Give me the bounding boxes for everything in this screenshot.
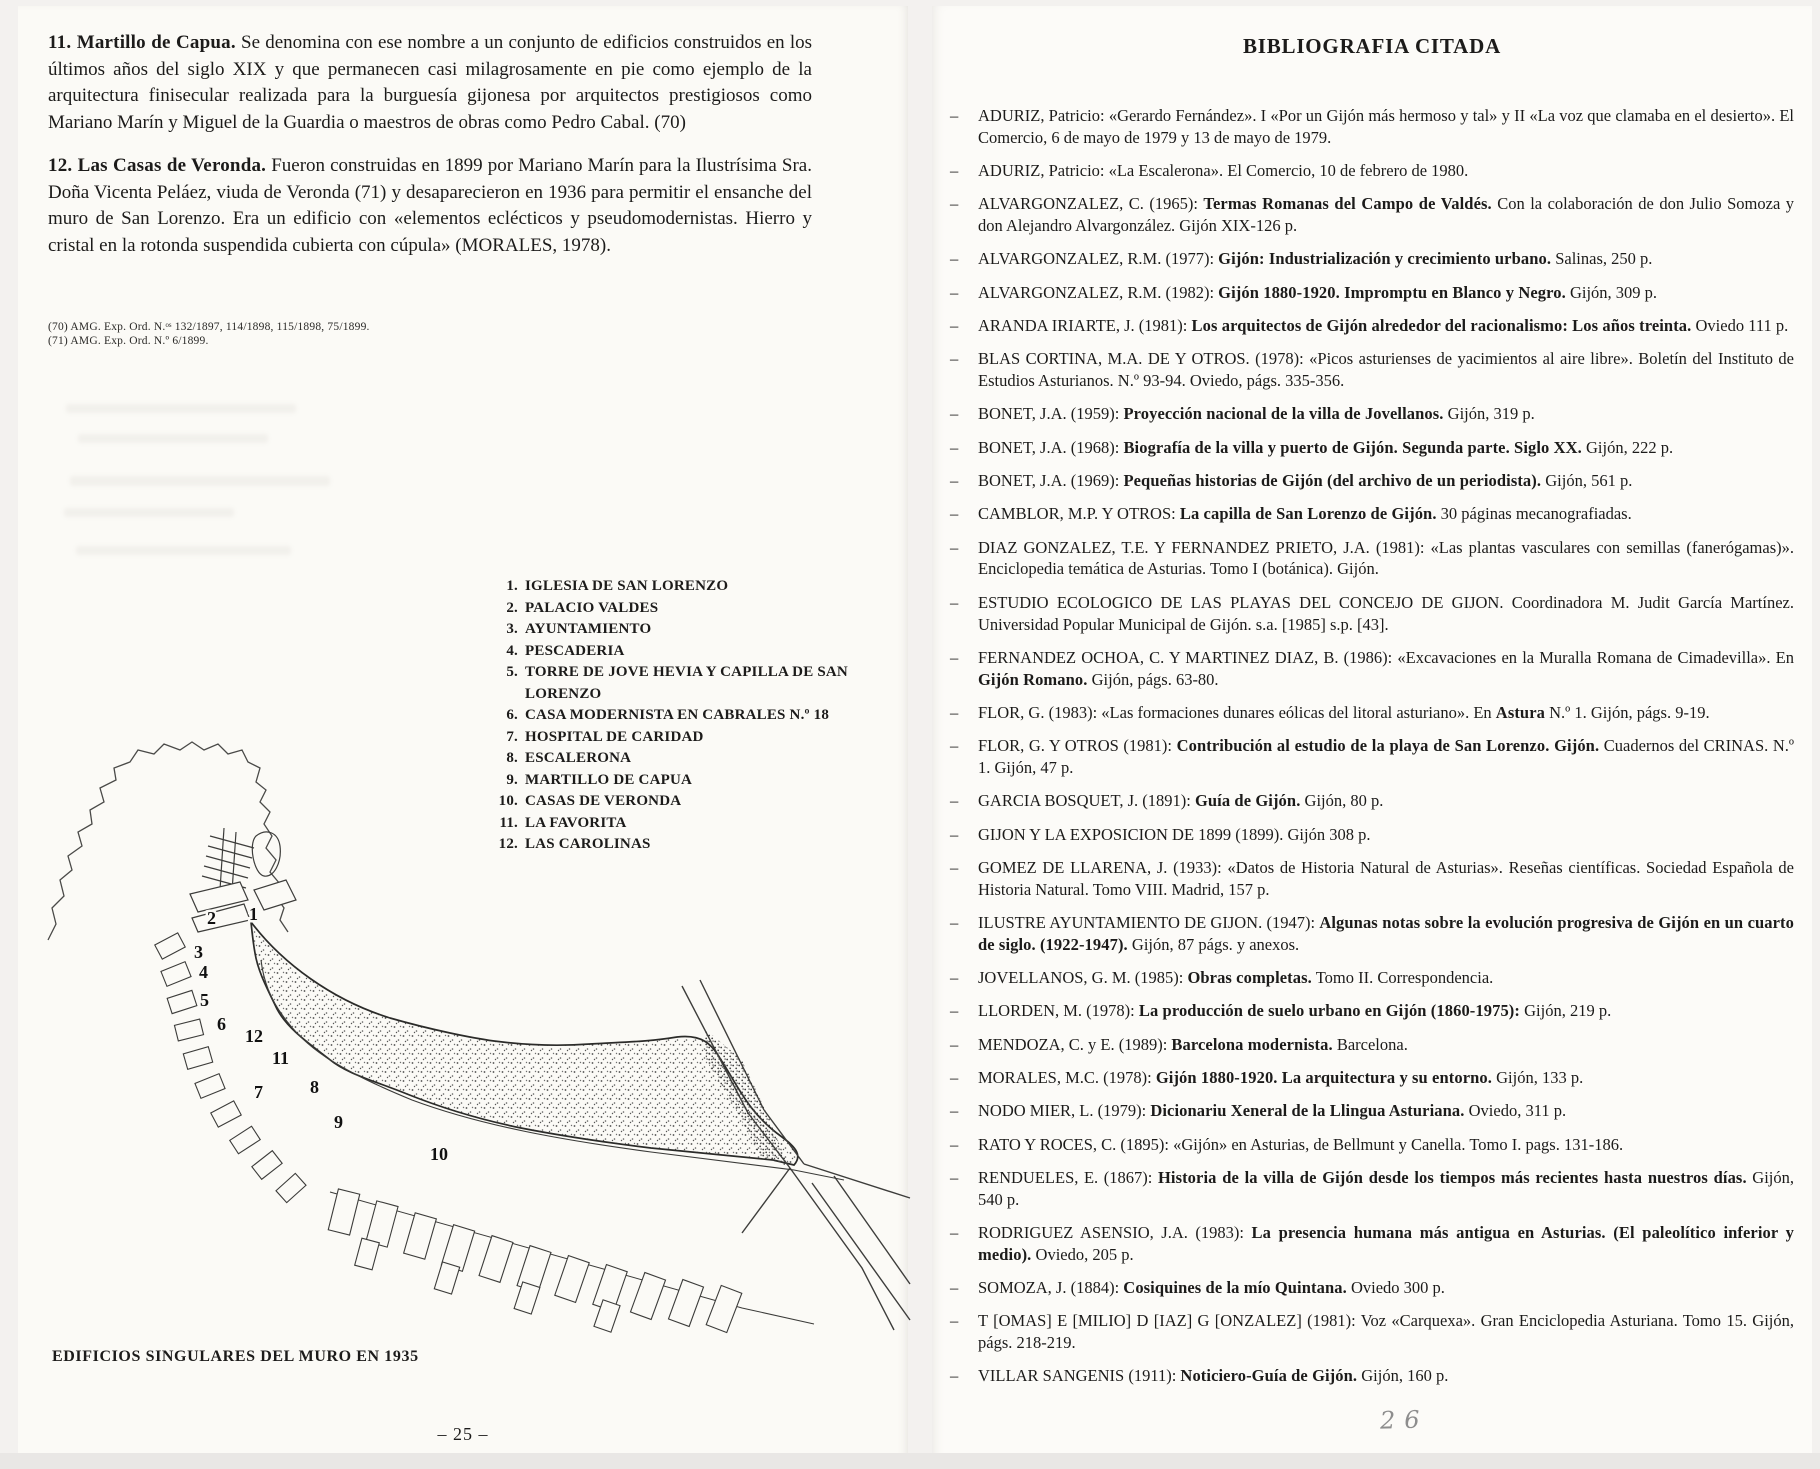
bibliography-entry: – VILLAR SANGENIS (1911): Noticiero-Guía de Gijón. Gijón, 160 p. (950, 1366, 1449, 1386)
street-buildings (328, 1189, 742, 1333)
bibliography-entry: – JOVELLANOS, G. M. (1985): Obras completas. Tomo II. Correspondencia. (950, 968, 1494, 988)
bibliography-entry: – RENDUELES, E. (1867): Historia de la villa de Gijón desde los tiempos más recientes hasta nuestros días. Gijón, 540 p. (950, 1167, 1794, 1209)
bibliography-entry: – CAMBLOR, M.P. Y OTROS: La capilla de San Lorenzo de Gijón. 30 páginas mecanografiadas. (950, 504, 1632, 524)
bleed-through-text (70, 476, 330, 486)
bibliography-entry: – FLOR, G. Y OTROS (1981): Contribución al estudio de la playa de San Lorenzo. Gijón. Cuadernos del CRINAS. N.º 1. Gijón, 47 p. (950, 736, 1794, 778)
bibliography-entry: – MENDOZA, C. y E. (1989): Barcelona modernista. Barcelona. (950, 1034, 1408, 1054)
bibliography-entry: – LLORDEN, M. (1978): La producción de suelo urbano en Gijón (1860-1975): Gijón, 219 p. (950, 1001, 1612, 1021)
bibliography-entry: – MORALES, M.C. (1978): Gijón 1880-1920. La arquitectura y su entorno. Gijón, 133 p. (950, 1068, 1584, 1087)
legend-item: 4. PESCADERIA (506, 642, 625, 659)
paragraph: 11. Martillo de Capua. Se denomina con ese nombre a un conjunto de edificios construidos en los últimos años del siglo XIX y que permanecen casi milagrosamente en pie como ejemplo de la arquitectura finisecular realizada para la burguesía gijonesa por arquitectos prestigiosos como Mariano Marín y Miguel de la Guardia o maestros de obras como Pedro Cabal. (70) (48, 32, 812, 133)
legend-item: 6. CASA MODERNISTA EN CABRALES N.º 18 (506, 707, 830, 723)
map-marker: 3 (194, 942, 203, 962)
page-number-left: – 25 – (437, 1424, 489, 1444)
legend-item: 10. CASAS DE VERONDA (498, 793, 682, 809)
bibliography-entry: – T [OMAS] E [MILIO] D [IAZ] G [ONZALEZ] (1981): Voz «Carquexa». Gran Enciclopedia Asturiana. Tomo 15. Gijón, págs. 218-219. (950, 1311, 1794, 1353)
bibliography-entry: – FERNANDEZ OCHOA, C. Y MARTINEZ DIAZ, B. (1986): «Excavaciones en la Muralla Romana de Cimadevilla». En Gijón Romano. Gijón, págs. 63-80. (950, 647, 1794, 689)
left-page (18, 6, 908, 1462)
footnote: (71) AMG. Exp. Ord. N.º 6/1899. (48, 335, 209, 347)
map-marker: 2 (207, 908, 216, 928)
map-marker: 6 (217, 1014, 226, 1034)
bibliography-entry: – BONET, J.A. (1968): Biografía de la villa y puerto de Gijón. Segunda parte. Siglo XX. Gijón, 222 p. (950, 437, 1674, 457)
map (42, 728, 912, 1356)
footnote: (70) AMG. Exp. Ord. N.ᵒˢ 132/1897, 114/1898, 115/1898, 75/1899. (48, 321, 370, 333)
page-number-right: 26 (1379, 1405, 1429, 1435)
bibliography-entry: – ALVARGONZALEZ, R.M. (1977): Gijón: Industrialización y crecimiento urbano. Salinas, 250 p. (950, 249, 1653, 269)
legend-item: 5. TORRE DE JOVE HEVIA Y CAPILLA DE SAN LORENZO (506, 664, 848, 702)
map-marker: 5 (200, 990, 209, 1010)
bibliography-entry: – DIAZ GONZALEZ, T.E. Y FERNANDEZ PRIETO, J.A. (1981): «Las plantas vasculares con semillas (fanerógamas)». Enciclopedia temática de Asturias. Tomo I (botánica). Gijón. (950, 537, 1794, 579)
bibliography-entry: – GIJON Y LA EXPOSICION DE 1899 (1899). Gijón 308 p. (950, 824, 1371, 844)
bibliography-list (948, 105, 1794, 1387)
bibliography-entry: – SOMOZA, J. (1884): Cosiquines de la mío Quintana. Oviedo 300 p. (950, 1278, 1445, 1298)
map-marker: 4 (199, 962, 208, 982)
bibliography-entry: – ADURIZ, Patricio: «La Escalerona». El Comercio, 10 de febrero de 1980. (950, 161, 1469, 181)
map-caption: EDIFICIOS SINGULARES DEL MURO EN 1935 (52, 1348, 419, 1365)
legend-item: 8. ESCALERONA (506, 750, 632, 766)
bleed-through-text (66, 404, 296, 413)
bibliography-entry: – RODRIGUEZ ASENSIO, J.A. (1983): La presencia humana más antigua en Asturias. (El paleolítico inferior y medio). Oviedo, 205 p. (950, 1222, 1794, 1264)
paragraph: 12. Las Casas de Veronda. Fueron construidas en 1899 por Mariano Marín para la Ilustrísima Sra. Doña Vicenta Peláez, viuda de Veronda (71) y desaparecieron en 1936 para permitir el ensanche del muro de San Lorenzo. Era un edificio con «elementos eclécticos y pseudomodernistas. Hierro y cristal en la rotonda suspendida cubierta con cúpula» (MORALES, 1978). (48, 155, 812, 256)
bibliography-entry: – FLOR, G. (1983): «Las formaciones dunares eólicas del litoral asturiano». En Astura N.º 1. Gijón, págs. 9-19. (950, 702, 1710, 722)
map-marker: 1 (249, 904, 258, 924)
bibliography-title: BIBLIOGRAFIA CITADA (1242, 34, 1502, 58)
map-marker: 8 (310, 1077, 319, 1097)
body-paragraphs (48, 30, 812, 276)
bibliography-entry: – ILUSTRE AYUNTAMIENTO DE GIJON. (1947): Algunas notas sobre la evolución progresiva de Gijón en un cuarto de siglo. (1922-1947). Gijón, 87 págs. y anexos. (950, 913, 1794, 954)
bibliography-entry: – ADURIZ, Patricio: «Gerardo Fernández». I «Por un Gijón más hermoso y tal» y II «La voz que clamaba en el desierto». El Comercio, 6 de mayo de 1979 y 13 de mayo de 1979. (950, 106, 1794, 147)
legend-item: 2. PALACIO VALDES (506, 599, 659, 616)
scan-edge (0, 1453, 1820, 1469)
legend-item: 12. LAS CAROLINAS (498, 836, 651, 852)
map-marker: 7 (254, 1082, 263, 1102)
bibliography-entry: – ARANDA IRIARTE, J. (1981): Los arquitectos de Gijón alrededor del racionalismo: Los años treinta. Oviedo 111 p. (950, 316, 1789, 336)
bibliography-entry: – BONET, J.A. (1959): Proyección nacional de la villa de Jovellanos. Gijón, 319 p. (950, 404, 1535, 424)
bleed-through-text (78, 434, 268, 443)
bibliography-entry: – RATO Y ROCES, C. (1895): «Gijón» en Asturias, de Bellmunt y Canella. Tomo I. pags. 131-186. (950, 1134, 1624, 1154)
bibliography-entry: – NODO MIER, L. (1979): Dicionariu Xeneral de la Llingua Asturiana. Oviedo, 311 p. (950, 1101, 1567, 1121)
bibliography-entry: – BONET, J.A. (1969): Pequeñas historias de Gijón (del archivo de un periodista). Gijón, 561 p. (950, 471, 1633, 491)
bibliography-entry: – GARCIA BOSQUET, J. (1891): Guía de Gijón. Gijón, 80 p. (950, 791, 1384, 811)
legend-item: 7. HOSPITAL DE CARIDAD (506, 728, 704, 745)
bibliography-entry: – ALVARGONZALEZ, R.M. (1982): Gijón 1880-1920. Impromptu en Blanco y Negro. Gijón, 309 p. (950, 282, 1658, 302)
bibliography-entry: – ALVARGONZALEZ, C. (1965): Termas Romanas del Campo de Valdés. Con la colaboración de don Julio Somoza y don Alejandro Alvargonzález. Gijón XIX-126 p. (950, 194, 1794, 236)
bibliography-entry: – GOMEZ DE LLARENA, J. (1933): «Datos de Historia Natural de Asturias». Reseñas científicas. Sociedad Española de Historia Natural. Tomo VIII. Madrid, 157 p. (950, 857, 1794, 899)
map-marker: 9 (334, 1112, 343, 1132)
right-page (932, 6, 1812, 1462)
map-marker: 10 (430, 1144, 448, 1164)
bibliography-entry: – BLAS CORTINA, M.A. DE Y OTROS. (1978): «Picos asturienses de yacimientos al aire libre». Boletín del Instituto de Estudios Asturianos. N.º 93-94. Oviedo, págs. 335-356. (950, 349, 1794, 391)
bleed-through-text (76, 546, 291, 555)
harbor-piers (190, 828, 296, 932)
map-marker: 12 (245, 1026, 263, 1046)
map-marker: 11 (272, 1048, 290, 1068)
legend-item: 9. MARTILLO DE CAPUA (506, 771, 693, 788)
footnotes (48, 320, 568, 348)
bleed-through-text (64, 508, 234, 517)
bibliography-entry: – ESTUDIO ECOLOGICO DE LAS PLAYAS DEL CONCEJO DE GIJON. Coordinadora M. Judit García Martínez. Universidad Popular Municipal de Gijón. s.a. [1985] s.p. [43]. (950, 592, 1794, 634)
legend-item: 3. AYUNTAMIENTO (506, 621, 652, 637)
legend-item: 1. IGLESIA DE SAN LORENZO (506, 578, 729, 594)
map-drawing (42, 728, 912, 1356)
legend-item: 11. LA FAVORITA (499, 814, 627, 831)
